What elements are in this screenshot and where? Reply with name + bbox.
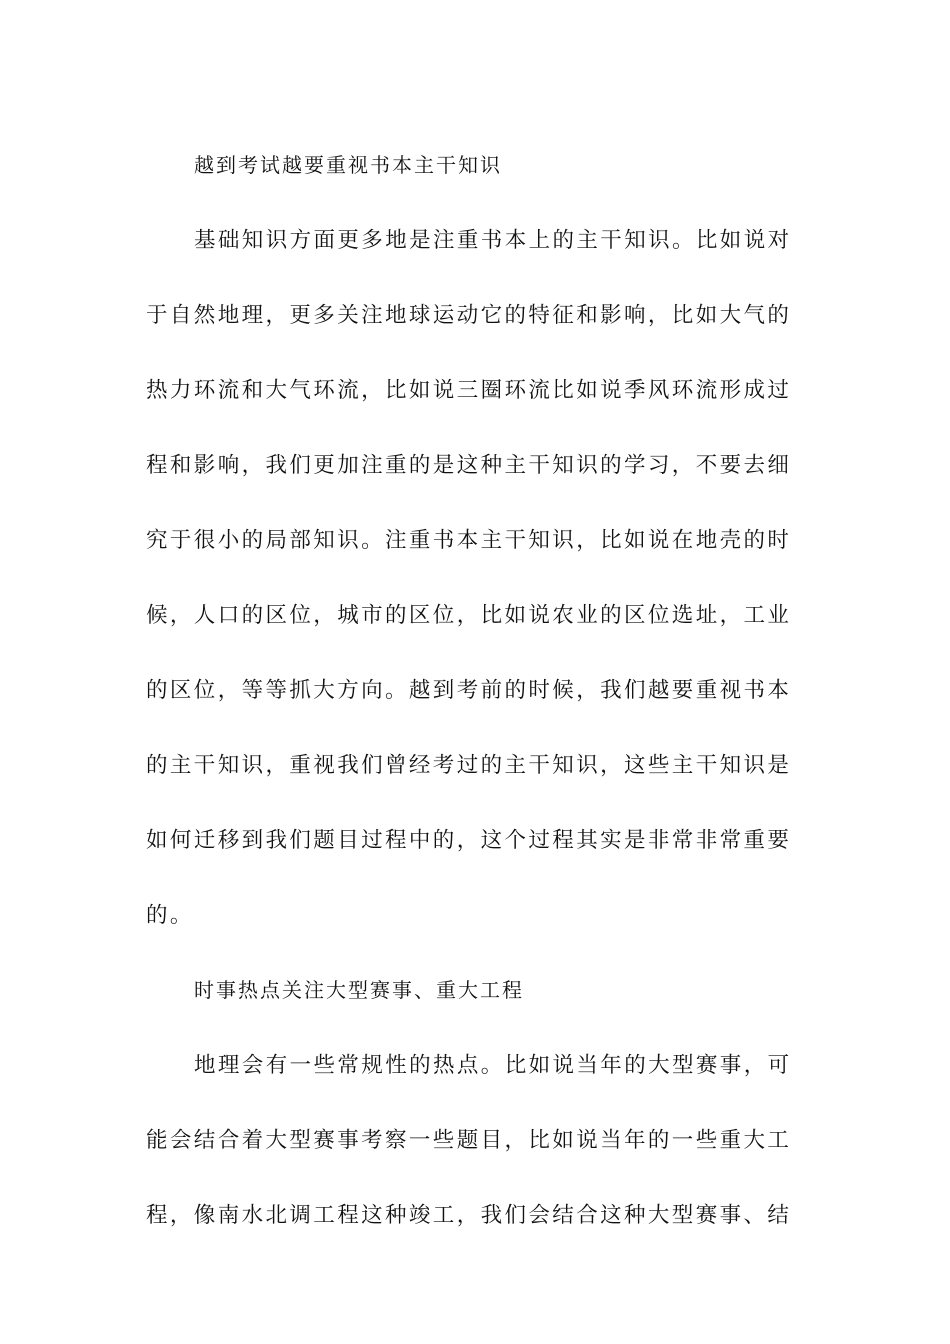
paragraph-line: 能会结合着大型赛事考察一些题目，比如说当年的一些重大工 bbox=[146, 1128, 792, 1153]
document-body bbox=[146, 128, 794, 1253]
paragraph-line: 如何迁移到我们题目过程中的，这个过程其实是非常非常重要 bbox=[146, 828, 792, 853]
section-heading: 时事热点关注大型赛事、重大工程 bbox=[194, 978, 524, 1002]
paragraph-line: 基础知识方面更多地是注重书本上的主干知识。比如说对 bbox=[194, 228, 792, 253]
section-heading: 越到考试越要重视书本主干知识 bbox=[194, 153, 502, 177]
section-paragraph bbox=[146, 203, 794, 953]
paragraph-line: 的区位，等等抓大方向。越到考前的时候，我们越要重视书本 bbox=[146, 678, 792, 703]
paragraph-line: 地理会有一些常规性的热点。比如说当年的大型赛事，可 bbox=[194, 1053, 792, 1078]
paragraph-line: 程和影响，我们更加注重的是这种主干知识的学习，不要去细 bbox=[146, 453, 792, 478]
paragraph-line: 的主干知识，重视我们曾经考过的主干知识，这些主干知识是 bbox=[146, 753, 792, 778]
paragraph-line: 候，人口的区位，城市的区位，比如说农业的区位选址，工业 bbox=[146, 603, 792, 628]
paragraph-line: 的。 bbox=[146, 903, 194, 928]
paragraph-line: 热力环流和大气环流，比如说三圈环流比如说季风环流形成过 bbox=[146, 378, 792, 403]
paragraph-line: 究于很小的局部知识。注重书本主干知识，比如说在地壳的时 bbox=[146, 528, 792, 553]
paragraph-line: 于自然地理，更多关注地球运动它的特征和影响，比如大气的 bbox=[146, 303, 792, 328]
section-paragraph bbox=[146, 1028, 794, 1253]
paragraph-line: 程，像南水北调工程这种竣工，我们会结合这种大型赛事、结 bbox=[146, 1203, 792, 1228]
